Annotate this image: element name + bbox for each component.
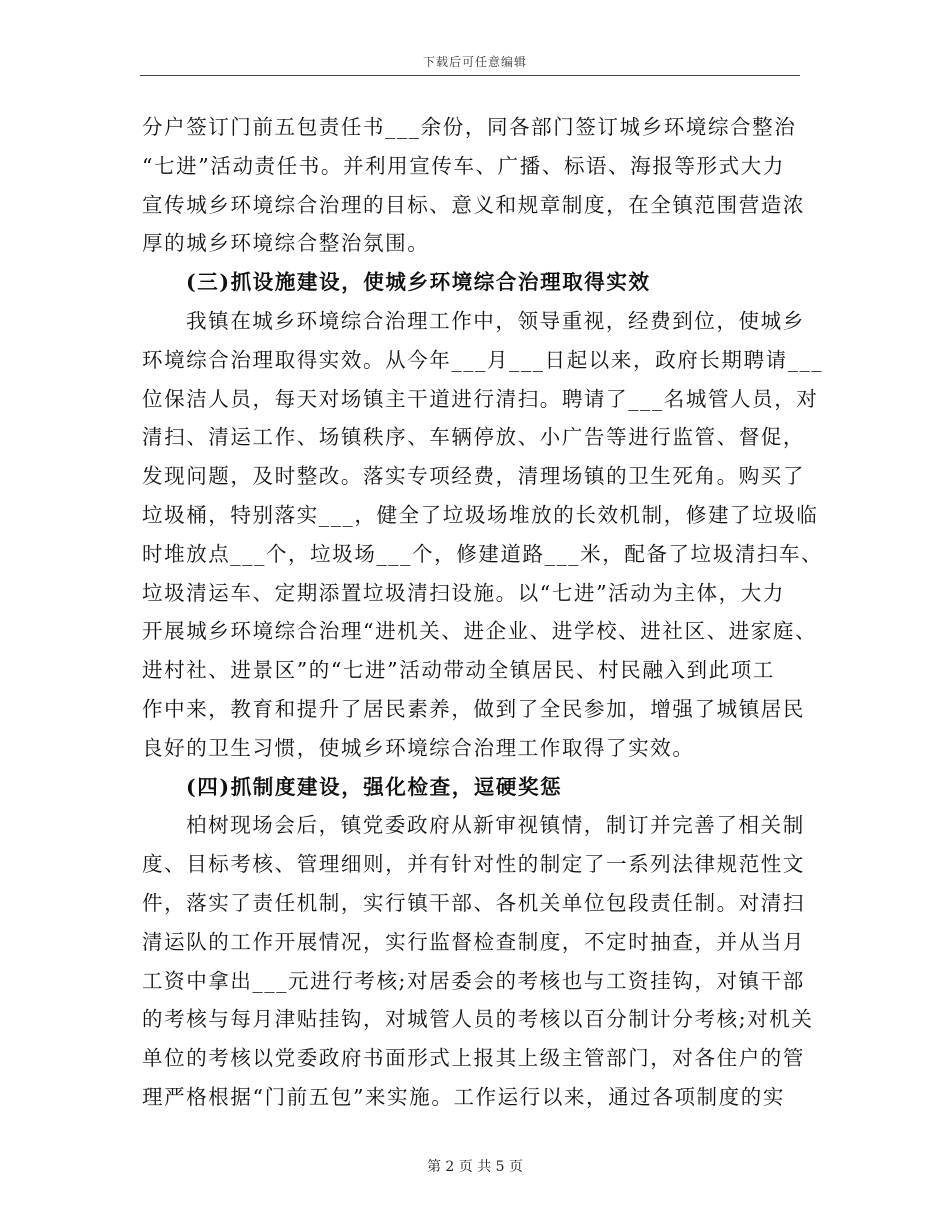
paragraph-line: 清扫、清运工作、场镇秩序、车辆停放、小广告等进行监管、督促， xyxy=(142,425,805,450)
paragraph-line: 度、目标考核、管理细则，并有针对性的制定了一系列法律规范性文 xyxy=(142,852,805,877)
paragraph-line: 工资中拿出___元进行考核;对居委会的考核也与工资挂钩，对镇干部 xyxy=(142,968,805,993)
document-body xyxy=(142,108,824,1117)
paragraph-line: “七进”活动责任书。并利用宣传车、广播、标语、海报等形式大力 xyxy=(142,153,785,178)
page-number: 第 2 页 共 5 页 xyxy=(426,1159,524,1175)
paragraph-line: 作中来，教育和提升了居民素养，做到了全民参加，增强了城镇居民 xyxy=(142,696,805,721)
paragraph-line: 垃圾桶，特别落实___，健全了垃圾场堆放的长效机制，修建了垃圾临 xyxy=(142,502,819,527)
paragraph-line: 柏树现场会后，镇党委政府从新审视镇情，制订并完善了相关制 xyxy=(186,813,805,838)
page-header-note: 下载后可任意编辑 xyxy=(422,55,527,69)
paragraph-line: 的考核与每月津贴挂钩，对城管人员的考核以百分制计分考核;对机关 xyxy=(142,1007,814,1032)
paragraph-line: 厚的城乡环境综合整治氛围。 xyxy=(142,231,430,256)
paragraph-line: 环境综合治理取得实效。从今年___月___日起以来，政府长期聘请___ xyxy=(142,347,824,372)
paragraph-line: 位保洁人员，每天对场镇主干道进行清扫。聘请了___名城管人员，对 xyxy=(142,386,819,411)
paragraph-line: 单位的考核以党委政府书面形式上报其上级主管部门，对各住户的管 xyxy=(142,1046,805,1071)
paragraph-line: 理严格根据“门前五包”来实施。工作运行以来，通过各项制度的实 xyxy=(142,1084,785,1109)
section-heading: (三)抓设施建设，使城乡环境综合治理取得实效 xyxy=(186,270,651,295)
paragraph-line: 件，落实了责任机制，实行镇干部、各机关单位包段责任制。对清扫 xyxy=(142,890,805,915)
paragraph-line: 时堆放点___个，垃圾场___个，修建道路___米，配备了垃圾清扫车、 xyxy=(142,541,824,566)
paragraph-line: 垃圾清运车、定期添置垃圾清扫设施。以“七进”活动为主体，大力 xyxy=(142,580,785,605)
paragraph-line: 分户签订门前五包责任书___余份，同各部门签订城乡环境综合整治 xyxy=(142,115,797,139)
paragraph-line: 良好的卫生习惯，使城乡环境综合治理工作取得了实效。 xyxy=(142,735,695,760)
paragraph-line: 发现问题，及时整改。落实专项经费，清理场镇的卫生死角。购买了 xyxy=(142,464,805,489)
section-heading: (四)抓制度建设，强化检查，逗硬奖惩 xyxy=(186,774,563,799)
paragraph-line: 进村社、进景区”的“七进”活动带动全镇居民、村民融入到此项工 xyxy=(142,658,775,683)
paragraph-line: 清运队的工作开展情况，实行监督检查制度，不定时抽查，并从当月 xyxy=(142,929,805,954)
paragraph-line: 开展城乡环境综合治理“进机关、进企业、进学校、进社区、进家庭、 xyxy=(142,619,818,644)
paragraph-line: 宣传城乡环境综合治理的目标、意义和规章制度，在全镇范围营造浓 xyxy=(142,192,805,217)
paragraph-line: 我镇在城乡环境综合治理工作中，领导重视，经费到位，使城乡 xyxy=(186,308,805,333)
header-divider xyxy=(140,75,800,76)
